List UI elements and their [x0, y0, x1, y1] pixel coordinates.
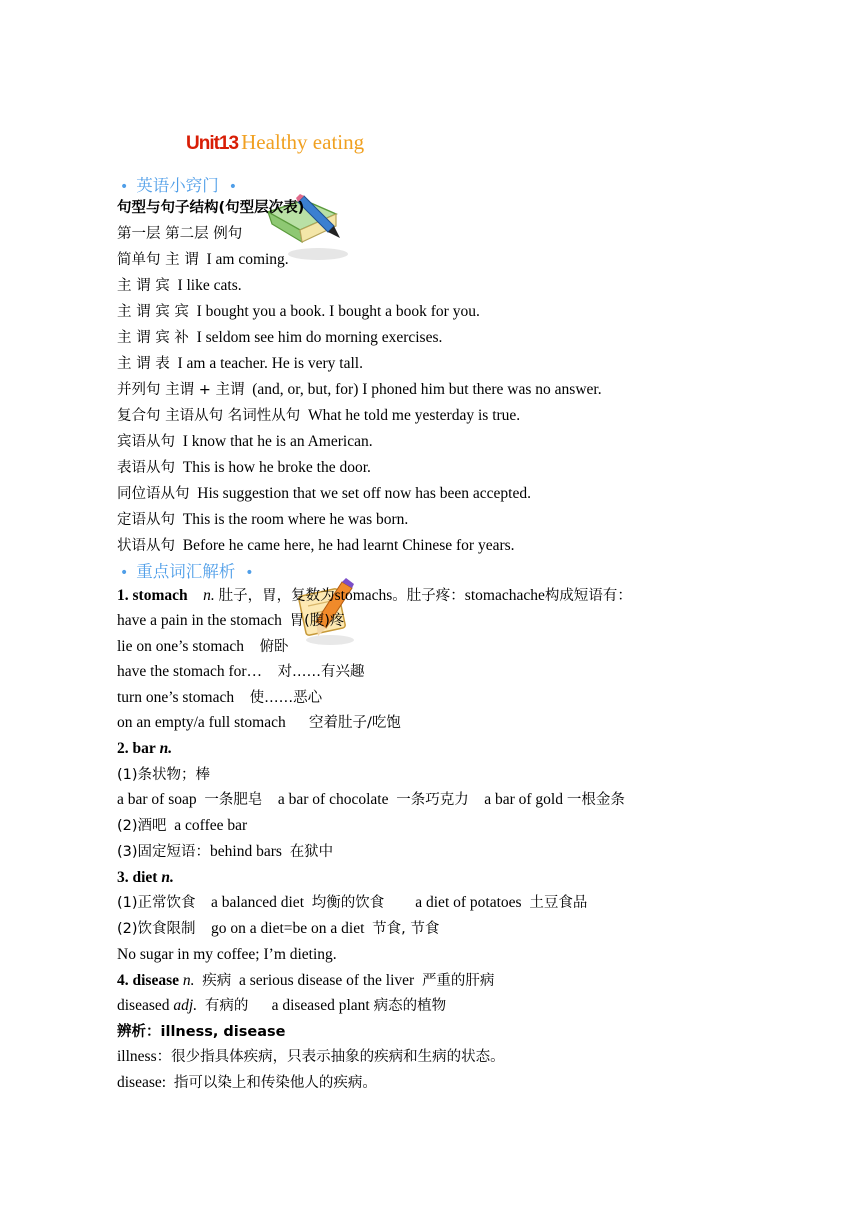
example-line: a bar of soap 一条肥皂 a bar of chocolate 一条巧克力 a bar of gold 一根金条: [117, 791, 625, 808]
vocab-entry-bar: 2. bar n.: [117, 740, 173, 757]
sense-line: (1)正常饮食 a balanced diet 均衡的饮食 a diet of potatoes 土豆食品: [117, 894, 588, 911]
phrase-line: have the stomach for… 对……有兴趣: [117, 663, 365, 680]
unit-title: [186, 130, 364, 155]
bullet-icon: •: [245, 565, 254, 581]
structure-line: 并列句 主谓 + 主谓 (and, or, but, for) I phoned him but there was no answer.: [117, 381, 602, 398]
unit-number: Unit13: [186, 133, 239, 154]
bullet-icon: •: [120, 179, 129, 195]
vocab-entry-diet: 3. diet n.: [117, 869, 174, 886]
structure-line: 宾语从句 I know that he is an American.: [117, 433, 373, 450]
structure-line: 主 谓 宾 I like cats.: [117, 277, 242, 294]
comparison-heading: 辨析：illness, disease: [117, 1024, 286, 1040]
phrase-line: have a pain in the stomach 胃(腹)疼: [117, 612, 345, 629]
sense-line: (2)饮食限制 go on a diet=be on a diet 节食, 节食: [117, 920, 440, 937]
structure-line: 简单句 主 谓 I am coming.: [117, 251, 289, 268]
vocab-entry-disease: 4. disease n. 疾病 a serious disease of the liver 严重的肝病: [117, 972, 495, 989]
structure-line: 主 谓 宾 宾 I bought you a book. I bought a book for you.: [117, 303, 480, 320]
bullet-icon: •: [228, 179, 238, 195]
vocab-entry-stomach: 1. stomach n. 肚子，胃，复数为stomachs。肚子疼：stomachache构成短语有：: [117, 587, 632, 604]
phrase-line: turn one’s stomach 使……恶心: [117, 689, 323, 706]
structure-line: 状语从句 Before he came here, he had learnt Chinese for years.: [117, 537, 515, 554]
structure-line: 同位语从句 His suggestion that we set off now has been accepted.: [117, 485, 531, 502]
sense-line: (1)条状物；棒: [117, 767, 211, 783]
table-header-line: 第一层 第二层 例句: [117, 226, 243, 242]
structure-line: 主 谓 表 I am a teacher. He is very tall.: [117, 355, 363, 372]
sense-line: (2)酒吧 a coffee bar: [117, 817, 248, 834]
structure-line: 主 谓 宾 补 I seldom see him do morning exercises.: [117, 329, 443, 346]
section-heading-vocab: • 重点词汇解析 •: [120, 562, 254, 581]
comparison-line: disease: 指可以染上和传染他人的疾病。: [117, 1074, 377, 1091]
phrase-line: on an empty/a full stomach 空着肚子/吃饱: [117, 714, 401, 731]
phrase-line: lie on one’s stomach 俯卧: [117, 638, 289, 655]
comparison-line: illness：很少指具体疾病，只表示抽象的疾病和生病的状态。: [117, 1048, 505, 1065]
structure-line: 表语从句 This is how he broke the door.: [117, 459, 371, 476]
bullet-icon: •: [120, 565, 129, 581]
structure-line: 复合句 主语从句 名词性从句 What he told me yesterday is true.: [117, 407, 521, 424]
heading-sentence-structure: 句型与句子结构(句型层次表): [117, 200, 305, 216]
sense-line: (3)固定短语：behind bars 在狱中: [117, 843, 334, 860]
derivative-line: diseased adj. 有病的 a diseased plant 病态的植物: [117, 997, 447, 1014]
example-line: No sugar in my coffee; I’m dieting.: [117, 946, 337, 963]
structure-line: 定语从句 This is the room where he was born.: [117, 511, 409, 528]
unit-name: Healthy eating: [241, 130, 365, 154]
section-heading-tips: • 英语小窍门 •: [120, 176, 238, 195]
